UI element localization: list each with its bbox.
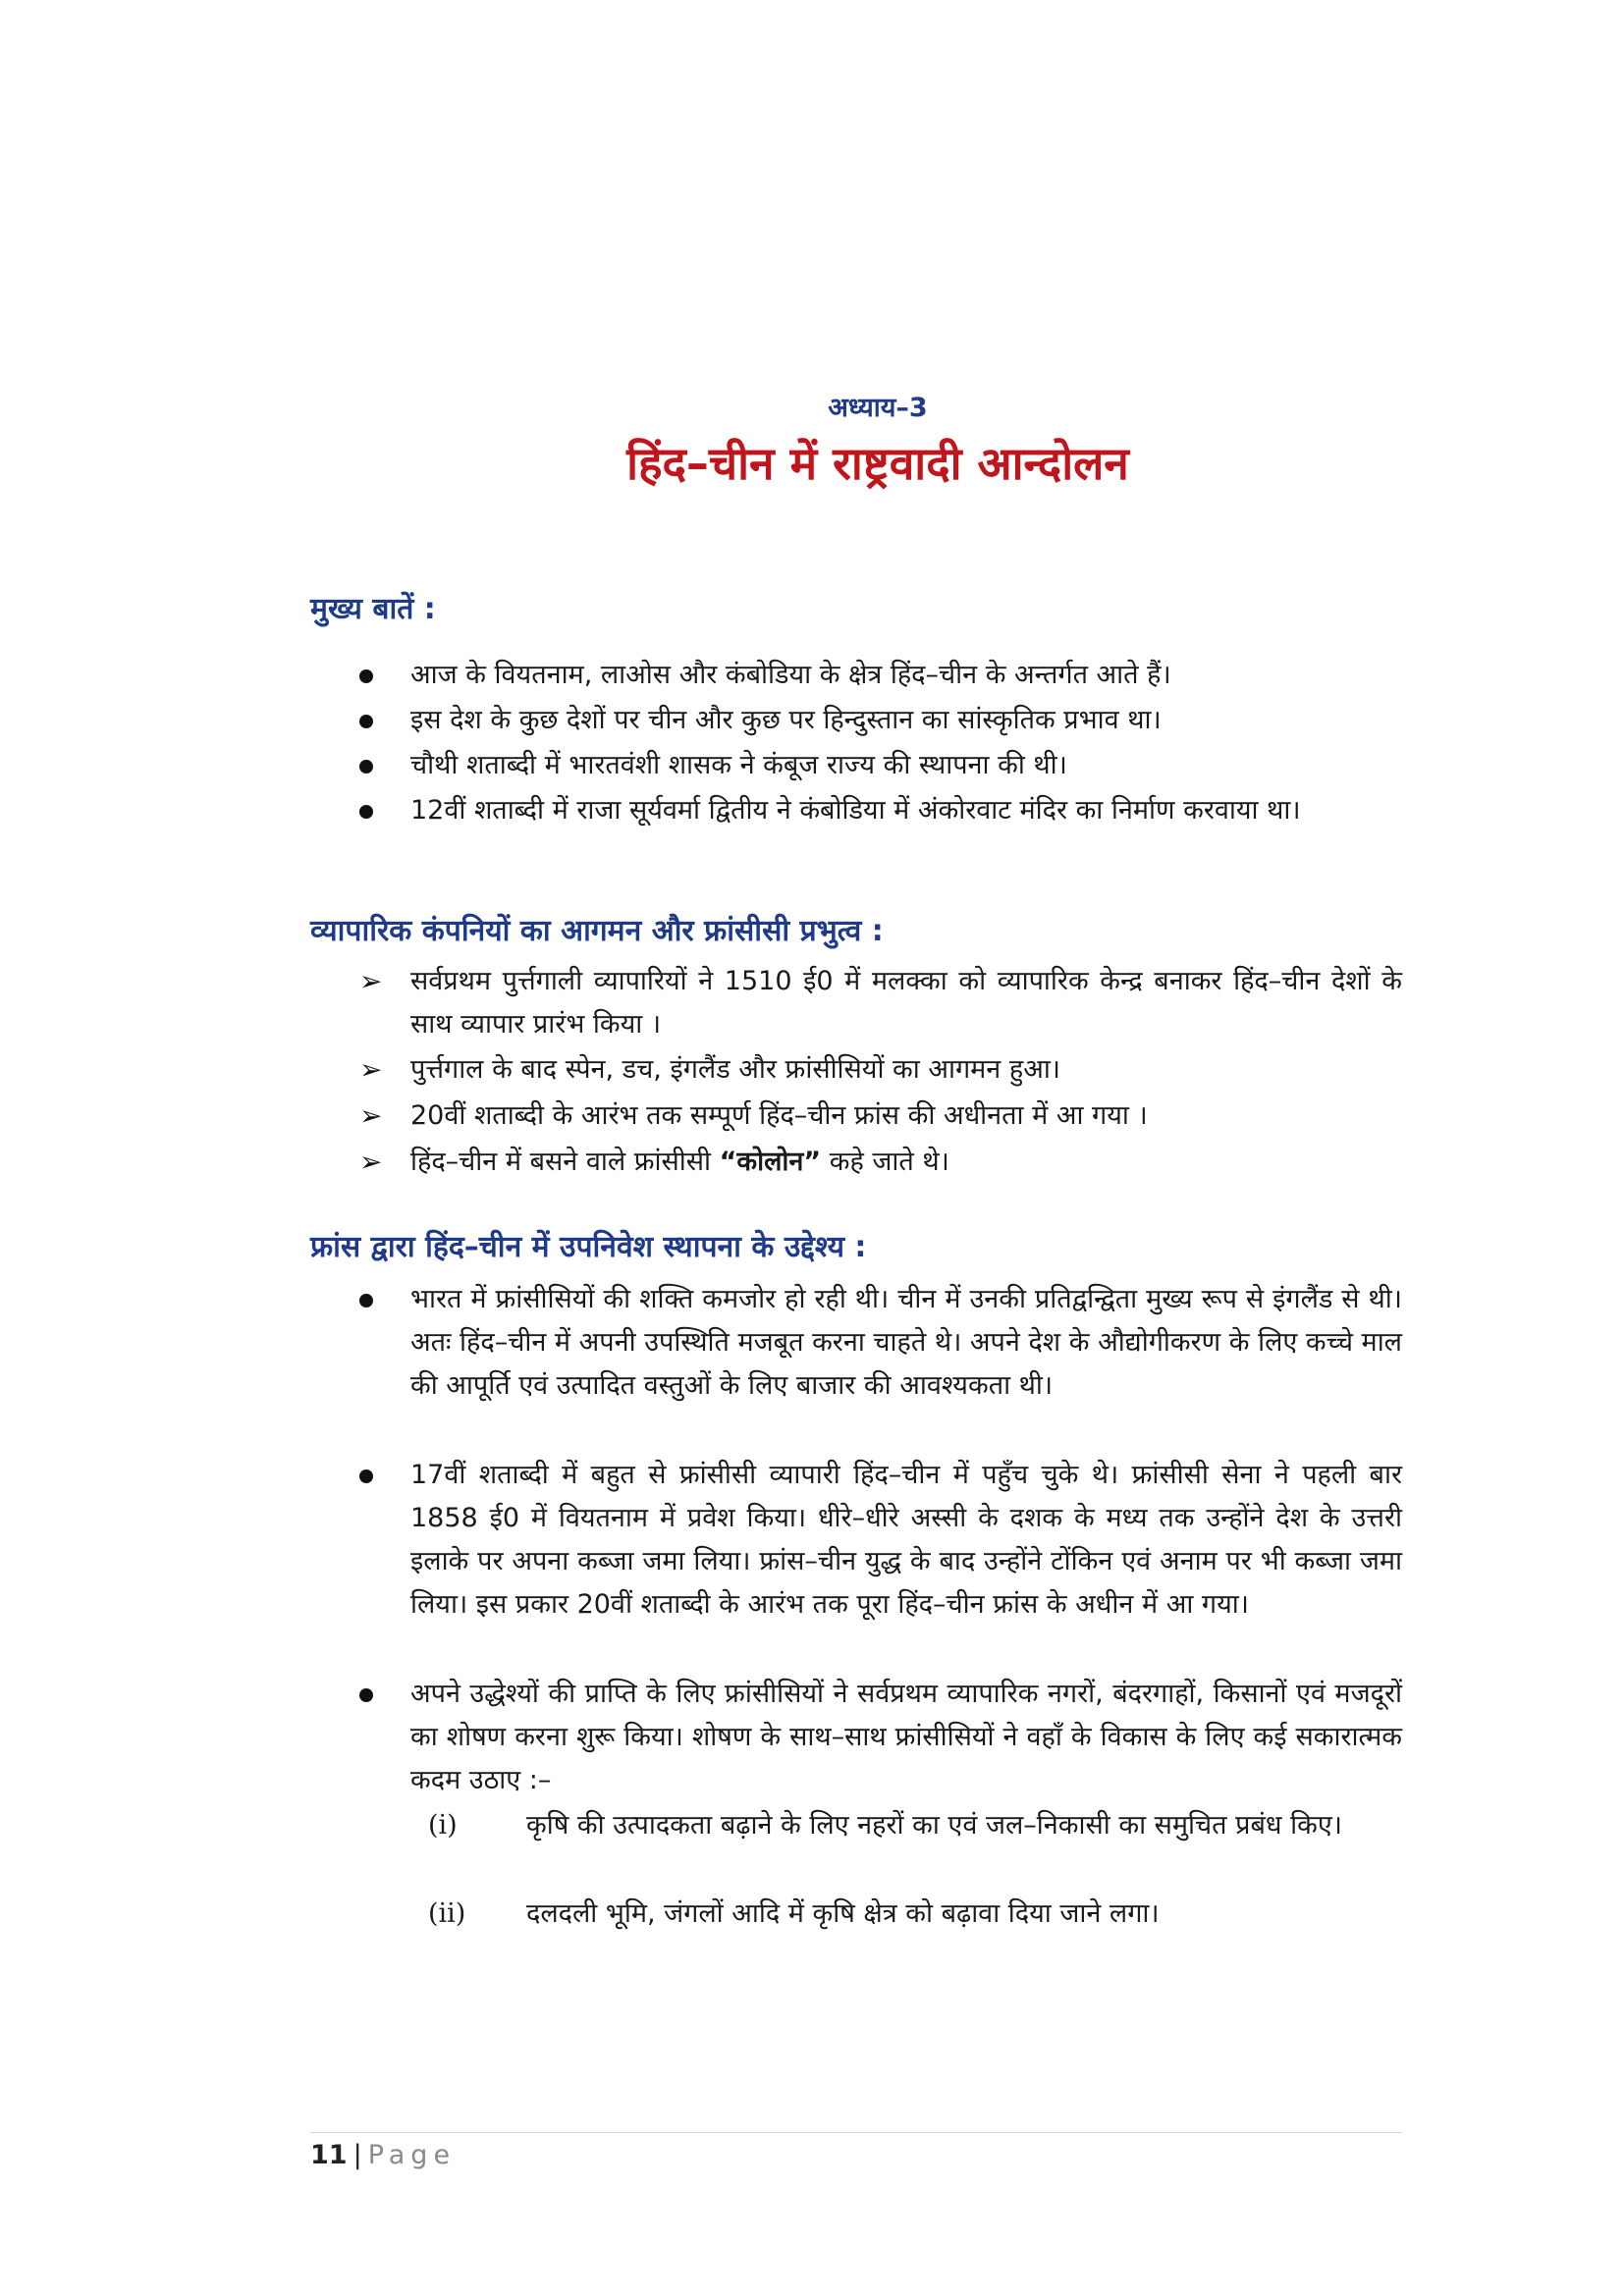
list-item: 12वीं शताब्दी में राजा सूर्यवर्मा द्वितीय ने कंबोडिया में अंकोरवाट मंदिर का निर्माण करवाया था।	[410, 795, 1301, 826]
list-item: 17वीं शताब्दी में बहुत से फ्रांसीसी व्यापारी हिंद–चीन में पहुँच चुके थे। फ्रांसीसी सेना ने पहली बार 1858 ई0 में वियतनाम में प्रवेश किया। धीरे–धीरे अस्सी के दशक के मध्य तक उन्होंने देश के उत्तरी इलाके पर अपना कब्जा जमा लिया। फ्रांस–चीन युद्ध के बाद उन्होंने टोंकिन एवं अनाम पर भी कब्जा जमा लिया। इस प्रकार 20वीं शताब्दी के आरंभ तक पूरा हिंद–चीन फ्रांस के अधीन में आ गया।	[410, 1460, 1402, 1620]
arrow-bullet-icon: ➢	[359, 1146, 383, 1178]
sub-list-item: कृषि की उत्पादकता बढ़ाने के लिए नहरों का एवं जल–निकासी का समुचित प्रबंध किए।	[526, 1810, 1343, 1841]
bullet-icon	[359, 1688, 373, 1702]
sub-item-marker: (i)	[428, 1810, 458, 1841]
bullet-icon	[359, 805, 373, 819]
section-heading-key-points: मुख्य बातें :	[310, 592, 436, 626]
page-number: 11	[310, 2140, 348, 2170]
bullet-icon	[359, 669, 373, 683]
page-footer	[310, 2140, 456, 2170]
item-text: हिंद–चीन में बसने वाले फ्रांसीसी	[410, 1147, 720, 1177]
list-item: चौथी शताब्दी में भारतवंशी शासक ने कंबूज राज्य की स्थापना की थी।	[410, 750, 1067, 780]
chapter-label: अध्याय–3	[828, 393, 928, 423]
list-item: आज के वियतनाम, लाओस और कंबोडिया के क्षेत्र हिंद–चीन के अन्तर्गत आते हैं।	[410, 660, 1171, 690]
arrow-bullet-icon: ➢	[359, 1053, 383, 1086]
list-item: भारत में फ्रांसीसियों की शक्ति कमजोर हो रही थी। चीन में उनकी प्रतिद्वन्द्विता मुख्य रूप से इंगलैंड से थी। अतः हिंद–चीन में अपनी उपस्थिति मजबूत करना चाहते थे। अपने देश के औद्योगीकरण के लिए कच्चे माल की आपूर्ति एवं उत्पादित वस्तुओं के लिए बाजार की आवश्यकता थी।	[410, 1284, 1402, 1401]
section-heading-colonial-objectives: फ्रांस द्वारा हिंद–चीन में उपनिवेश स्थापना के उद्देश्य :	[310, 1230, 867, 1264]
sub-item-marker: (ii)	[428, 1898, 466, 1929]
list-item: सर्वप्रथम पुर्त्तगाली व्यापारियों ने 1510 ई0 में मलक्का को व्यापारिक केन्द्र बनाकर हिंद–चीन देशों के साथ व्यापार प्रारंभ किया ।	[410, 966, 1402, 1040]
bullet-icon	[359, 1294, 373, 1308]
list-item: 20वीं शताब्दी के आरंभ तक सम्पूर्ण हिंद–चीन फ्रांस की अधीनता में आ गया ।	[410, 1100, 1148, 1131]
list-item: इस देश के कुछ देशों पर चीन और कुछ पर हिन्दुस्तान का सांस्कृतिक प्रभाव था।	[410, 705, 1162, 735]
bullet-icon	[359, 760, 373, 774]
footer-divider	[310, 2132, 1402, 2133]
bullet-icon	[359, 1469, 373, 1483]
sub-list-item: दलदली भूमि, जंगलों आदि में कृषि क्षेत्र को बढ़ावा दिया जाने लगा।	[526, 1898, 1160, 1929]
bullet-icon	[359, 715, 373, 728]
arrow-bullet-icon: ➢	[359, 965, 383, 997]
list-item: अपने उद्धेश्यों की प्राप्ति के लिए फ्रांसीसियों ने सर्वप्रथम व्यापारिक नगरों, बंदरगाहों, किसानों एवं मजदूरों का शोषण करना शुरू किया। शोषण के साथ–साथ फ्रांसीसियों ने वहाँ के विकास के लिए कई सकारात्मक कदम उठाए :–	[410, 1679, 1402, 1795]
item-text: कहे जाते थे।	[821, 1147, 949, 1177]
list-item: पुर्त्तगाल के बाद स्पेन, डच, इंगलैंड और फ्रांसीसियों का आगमन हुआ।	[410, 1054, 1061, 1085]
page-word: Page	[367, 2140, 457, 2170]
list-item	[410, 1141, 1402, 1184]
chapter-title: हिंद–चीन में राष्ट्रवादी आन्दोलन	[626, 437, 1129, 490]
colon-term: “कोलोन”	[719, 1147, 822, 1177]
footer-separator: |	[352, 2140, 362, 2170]
arrow-bullet-icon: ➢	[359, 1099, 383, 1132]
section-heading-trade-companies: व्यापारिक कंपनियों का आगमन और फ्रांसीसी प्रभुत्व :	[310, 914, 884, 948]
